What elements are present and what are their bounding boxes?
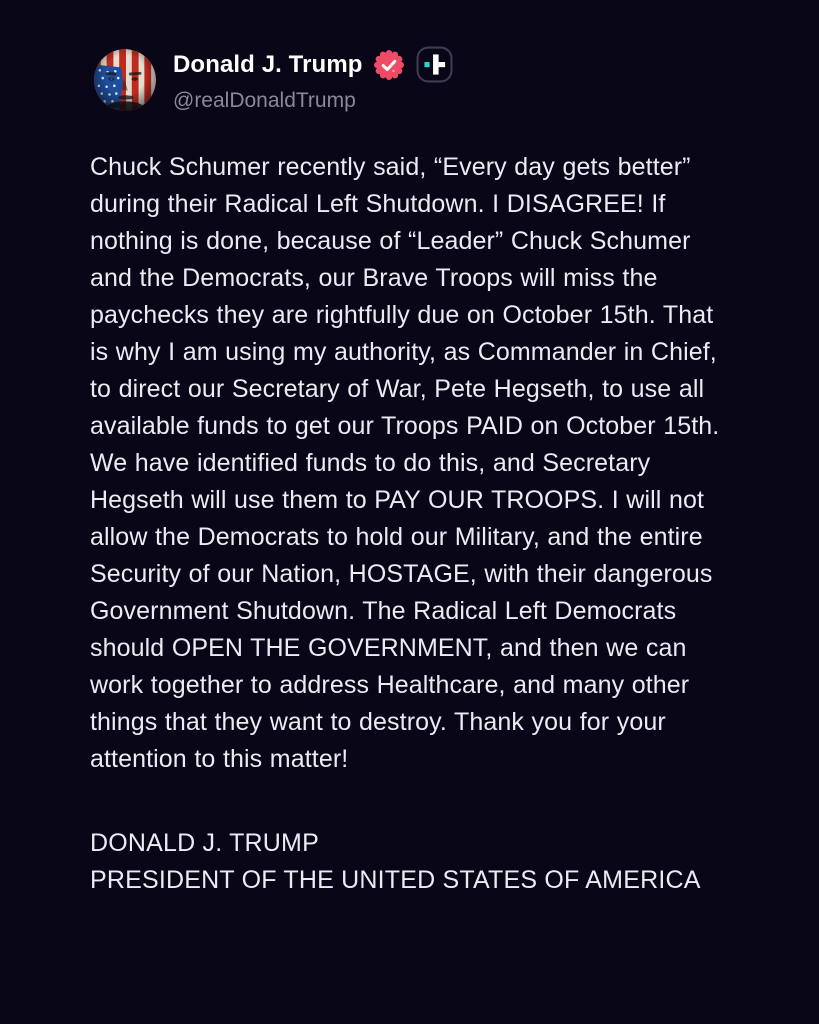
verified-badge-icon (374, 50, 404, 80)
flag-face-avatar-icon (94, 49, 156, 111)
signature-name-line: DONALD J. TRUMP (90, 829, 319, 857)
post-body-text: Chuck Schumer recently said, “Every day gets better” during their Radical Left Shutdown. I DISAGREE! If nothing is done, because of “Leader” Chuck Schumer and the Democrats, our Brave Troops will miss the paychecks they are rightfully due on October 15th. That is why I am using my authority, as Commander in Chief, to direct our Secretary of War, Pete Hegseth, to use all available funds to get our Troops PAID on October 15th. We have identified funds to do this, and Secretary Hegseth will use them to PAY OUR TROOPS. I will not allow the Democrats to hold our Military, and the entire Security of our Nation, HOSTAGE, with their dangerous Government Shutdown. The Radical Left Democrats should OPEN THE GOVERNMENT, and then we can work together to address Healthcare, and many other things that they want to destroy. Thank you for your attention to this matter! (90, 153, 720, 773)
author-block (173, 46, 453, 113)
author-name-row (173, 46, 453, 83)
author-display-name[interactable]: Donald J. Trump (173, 50, 363, 78)
signature-title-line: PRESIDENT OF THE UNITED STATES OF AMERICA (90, 866, 701, 894)
avatar[interactable] (94, 49, 156, 111)
author-handle[interactable]: @realDonaldTrump (173, 89, 356, 112)
post-header (94, 46, 730, 113)
post-signature (90, 825, 730, 899)
post-content (90, 149, 730, 899)
truth-plus-badge-icon (416, 46, 453, 83)
